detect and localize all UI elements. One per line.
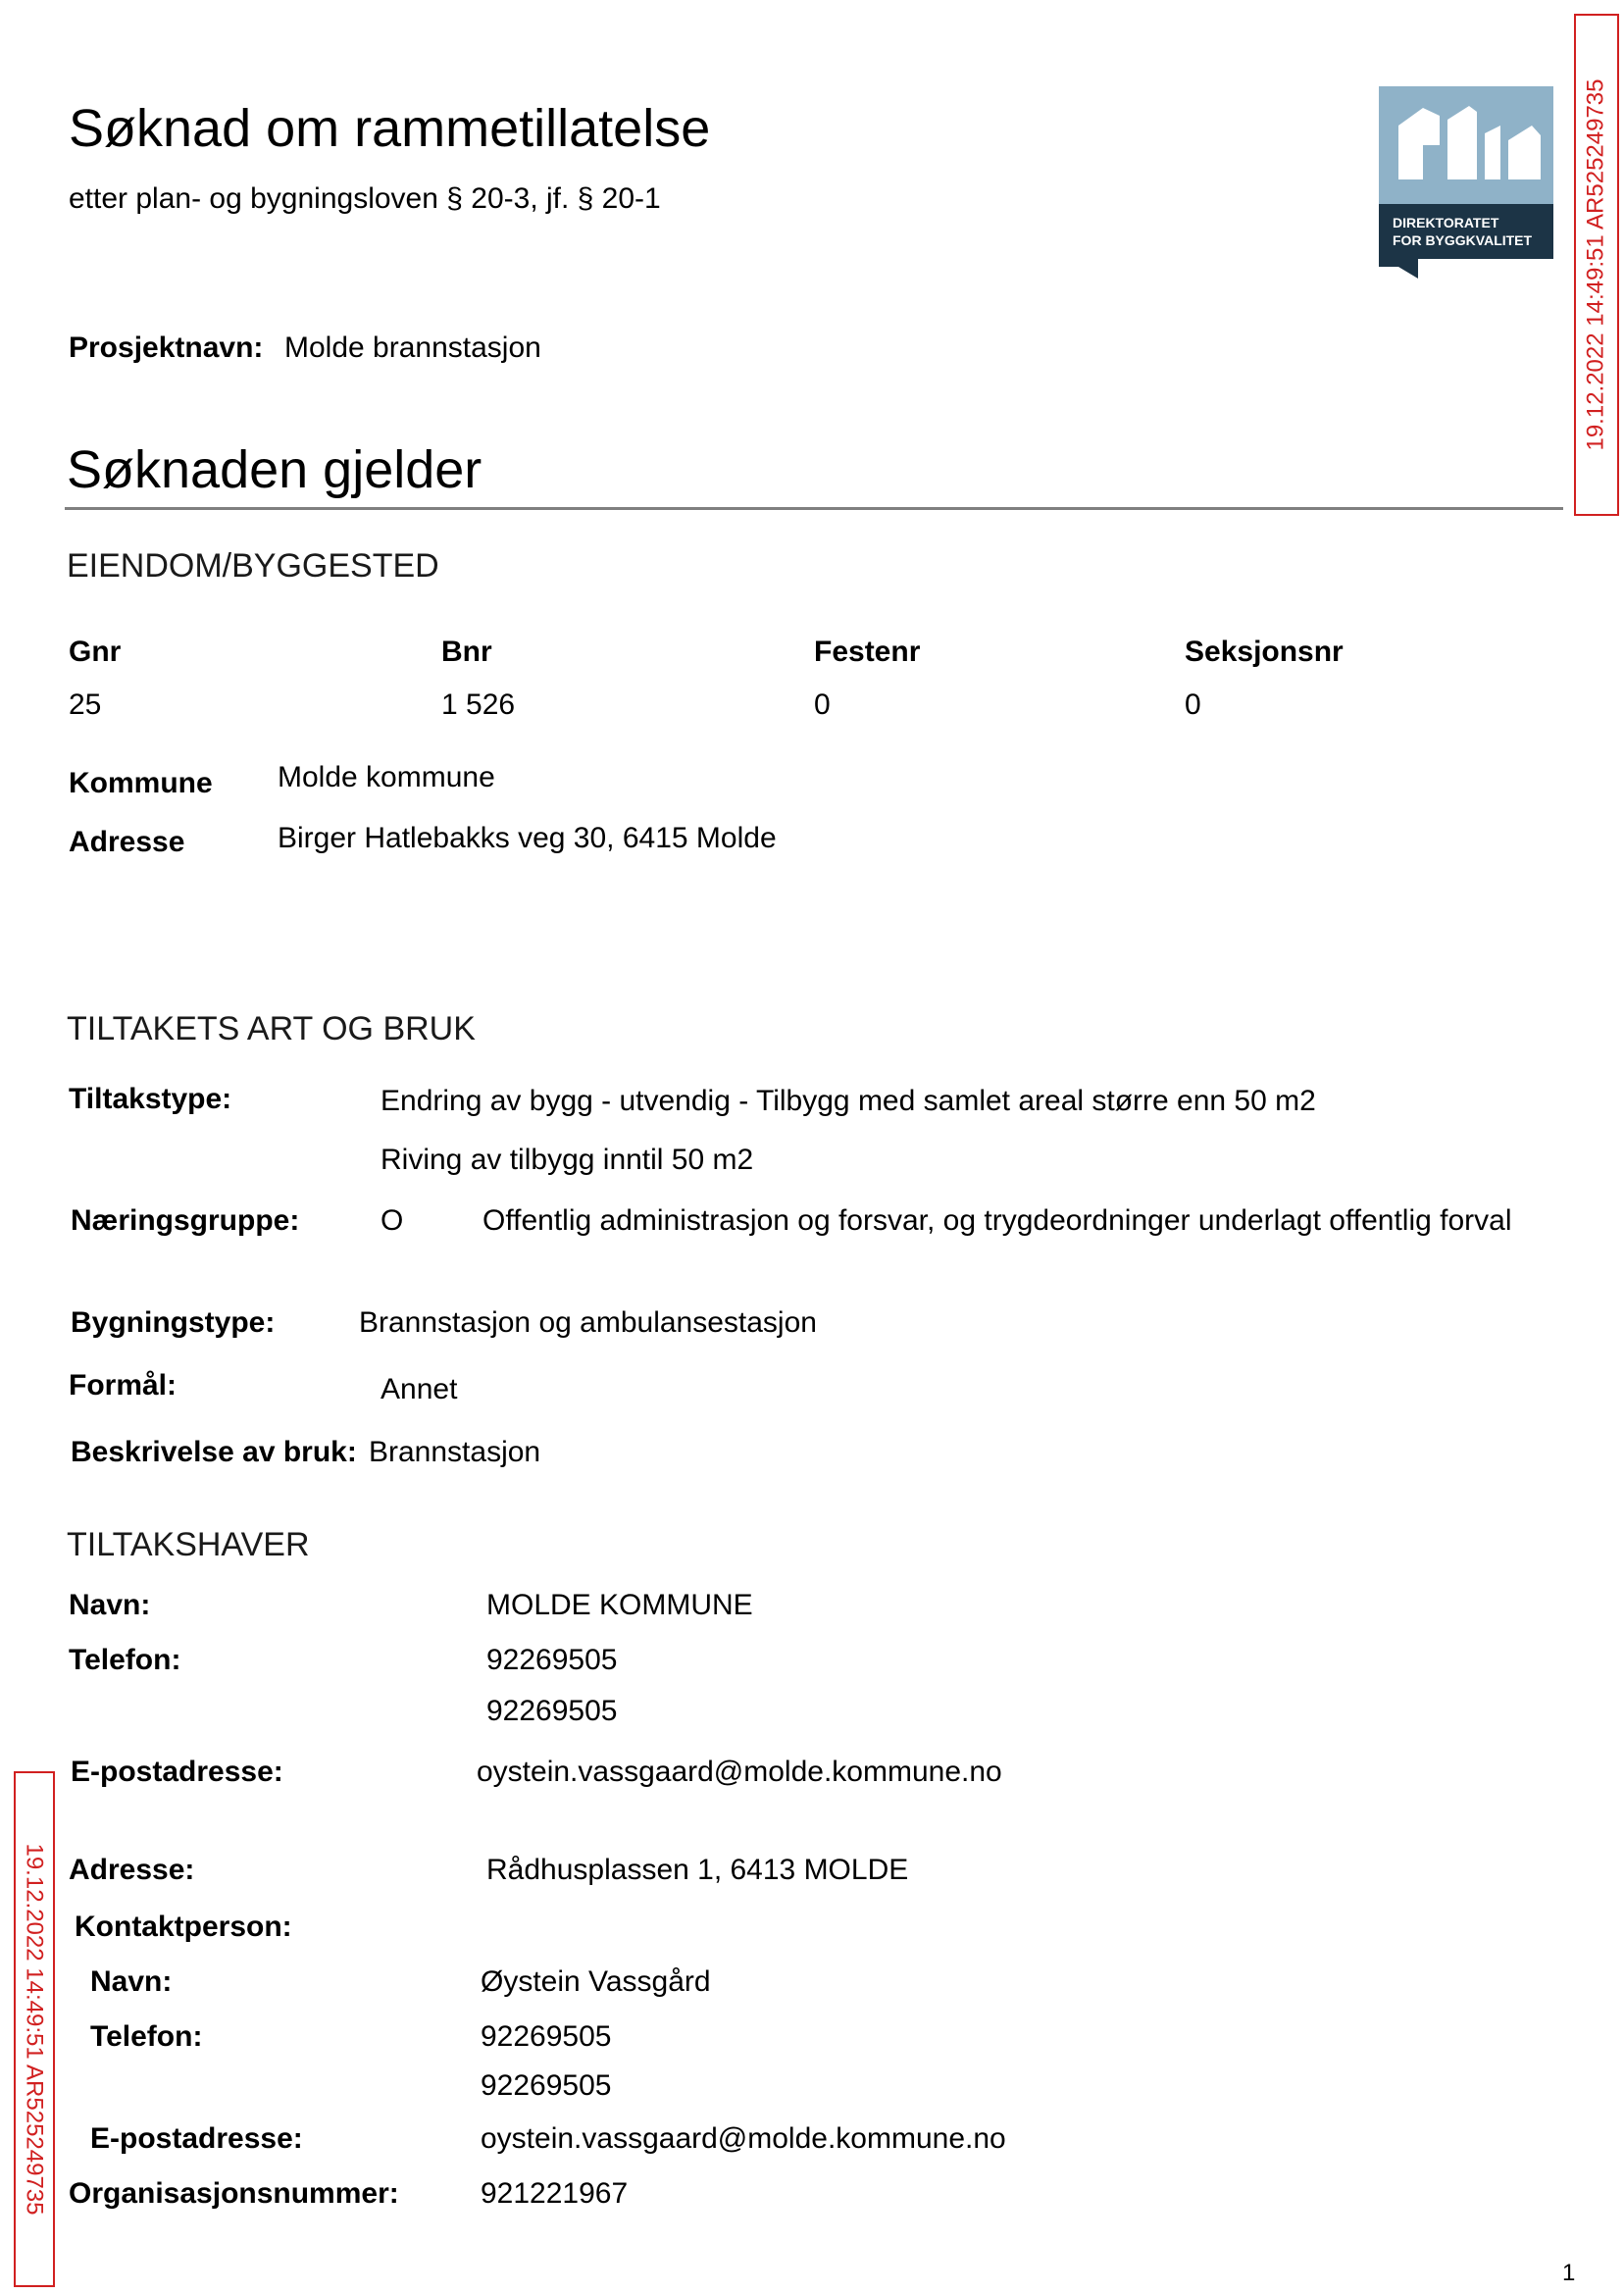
tiltakshaver-navn-label: Navn: xyxy=(69,1589,151,1621)
tiltakstype-value-1: Endring av bygg - utvendig - Tilbygg med samlet areal større enn 50 m2 xyxy=(381,1085,1316,1117)
formal-label: Formål: xyxy=(69,1369,178,1402)
kontakt-telefon-value-2: 92269505 xyxy=(481,2069,612,2102)
project-label: Prosjektnavn: xyxy=(69,331,264,364)
section-heading-soknad: Søknaden gjelder xyxy=(67,440,482,499)
logo-text-line2: FOR BYGGKVALITET xyxy=(1393,232,1533,248)
festenr-label: Festenr xyxy=(814,636,921,668)
tiltakshaver-telefon-value-2: 92269505 xyxy=(486,1695,618,1727)
adresse-label: Adresse xyxy=(69,826,185,858)
kommune-value: Molde kommune xyxy=(278,761,495,793)
kontakt-telefon-value-1: 92269505 xyxy=(481,2020,612,2053)
orgnr-label: Organisasjonsnummer: xyxy=(69,2177,399,2210)
logo-text-line1: DIREKTORATET xyxy=(1393,215,1499,230)
bnr-label: Bnr xyxy=(441,636,492,668)
gnr-value: 25 xyxy=(69,688,102,721)
kontakt-telefon-label: Telefon: xyxy=(90,2020,203,2053)
kontakt-navn-label: Navn: xyxy=(90,1965,173,1998)
bnr-value: 1 526 xyxy=(441,688,516,721)
heading-divider xyxy=(65,507,1563,510)
orgnr-value: 921221967 xyxy=(481,2177,629,2210)
kommune-label: Kommune xyxy=(69,767,213,799)
tiltakstype-label: Tiltakstype: xyxy=(69,1083,232,1115)
tiltakstype-value-2: Riving av tilbygg inntil 50 m2 xyxy=(381,1144,754,1176)
document-subtitle: etter plan- og bygningsloven § 20-3, jf. § 20-1 xyxy=(69,182,661,215)
seksjonsnr-value: 0 xyxy=(1185,688,1201,721)
tiltakshaver-telefon-label: Telefon: xyxy=(69,1644,181,1676)
festenr-value: 0 xyxy=(814,688,831,721)
naeringsgruppe-value: Offentlig administrasjon og forsvar, og trygdeordninger underlagt offentlig forval xyxy=(482,1204,1512,1237)
tiltak-heading: TILTAKETS ART OG BRUK xyxy=(67,1010,476,1047)
tiltakshaver-telefon-value-1: 92269505 xyxy=(486,1644,618,1676)
stamp-text: 19.12.2022 14:49:51 AR525249735 xyxy=(22,1843,48,2216)
tiltakshaver-adresse-value: Rådhusplassen 1, 6413 MOLDE xyxy=(486,1854,909,1886)
tiltakshaver-epost-label: E-postadresse: xyxy=(71,1756,283,1788)
naeringsgruppe-label: Næringsgruppe: xyxy=(71,1204,300,1237)
seksjonsnr-label: Seksjonsnr xyxy=(1185,636,1344,668)
tiltakshaver-heading: TILTAKSHAVER xyxy=(67,1526,310,1563)
naeringsgruppe-code: O xyxy=(381,1204,404,1237)
page-number: 1 xyxy=(1562,2260,1576,2286)
kontaktperson-label: Kontaktperson: xyxy=(75,1911,292,1943)
dibk-logo-graphic xyxy=(1379,86,1553,279)
timestamp-stamp-left xyxy=(14,1771,55,2287)
tiltakshaver-adresse-label: Adresse: xyxy=(69,1854,195,1886)
beskrivelse-label: Beskrivelse av bruk: xyxy=(71,1436,357,1468)
project-value: Molde brannstasjon xyxy=(284,331,541,364)
eiendom-heading: EIENDOM/BYGGESTED xyxy=(67,547,439,585)
adresse-value: Birger Hatlebakks veg 30, 6415 Molde xyxy=(278,822,777,854)
gnr-label: Gnr xyxy=(69,636,122,668)
stamp-text: 19.12.2022 14:49:51 AR525249735 xyxy=(1583,78,1609,451)
tiltakshaver-navn-value: MOLDE KOMMUNE xyxy=(486,1589,753,1621)
bygningstype-label: Bygningstype: xyxy=(71,1306,276,1339)
tiltakshaver-epost-value: oystein.vassgaard@molde.kommune.no xyxy=(477,1756,1002,1788)
document-title: Søknad om rammetillatelse xyxy=(69,99,711,158)
bygningstype-value: Brannstasjon og ambulansestasjon xyxy=(359,1306,817,1339)
dibk-logo xyxy=(1379,86,1553,279)
timestamp-stamp-right xyxy=(1574,14,1619,516)
formal-value: Annet xyxy=(381,1373,458,1405)
beskrivelse-value: Brannstasjon xyxy=(369,1436,541,1468)
kontakt-epost-label: E-postadresse: xyxy=(90,2122,303,2155)
kontakt-navn-value: Øystein Vassgård xyxy=(481,1965,711,1998)
kontakt-epost-value: oystein.vassgaard@molde.kommune.no xyxy=(481,2122,1006,2155)
